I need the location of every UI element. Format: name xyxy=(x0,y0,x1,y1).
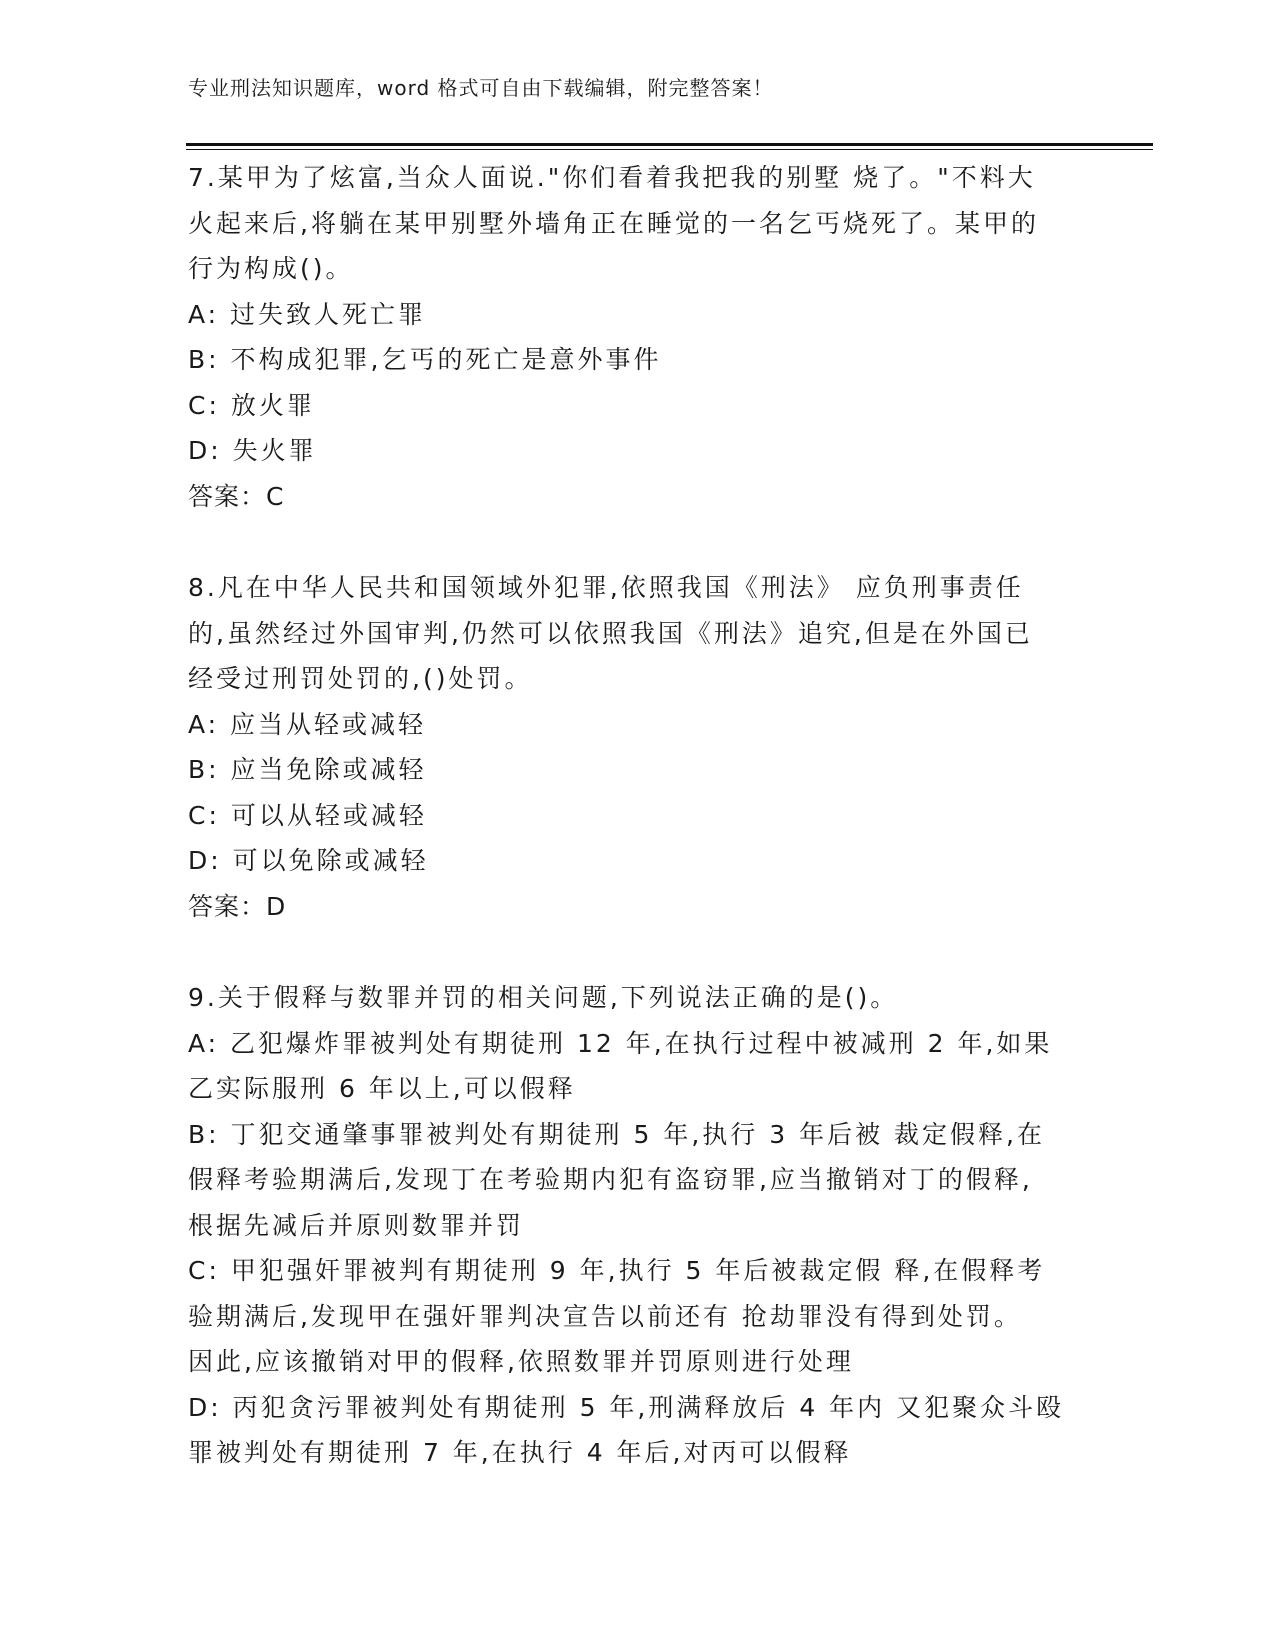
option-a: A: 应当从轻或减轻 xyxy=(188,709,427,739)
question-stem-line: 的,虽然经过外国审判,仍然可以依照我国《刑法》追究,但是在外国已 xyxy=(188,618,1033,648)
option-a: A: 过失致人死亡罪 xyxy=(188,299,427,329)
option-a: A: 乙犯爆炸罪被判处有期徒刑 12 年,在执行过程中被减刑 2 年,如果 xyxy=(188,1028,1053,1058)
option-c: C: 可以从轻或减轻 xyxy=(188,800,427,830)
question-stem-line: 行为构成()。 xyxy=(188,254,354,283)
option-a-continued: 乙实际服刑 6 年以上,可以假释 xyxy=(188,1074,576,1103)
option-c: C: 甲犯强奸罪被判有期徒刑 9 年,执行 5 年后被裁定假 释,在假释考 xyxy=(188,1256,1046,1285)
option-b: B: 不构成犯罪,乞丐的死亡是意外事件 xyxy=(188,345,662,374)
option-c-continued: 验期满后,发现甲在强奸罪判决宣告以前还有 抢劫罪没有得到处罚。 xyxy=(188,1301,1022,1331)
option-d: D: 可以免除或减轻 xyxy=(188,846,429,875)
option-c-continued: 因此,应该撤销对甲的假释,依照数罪并罚原则进行处理 xyxy=(188,1347,854,1376)
header-rule-thin xyxy=(186,149,1153,150)
question-list xyxy=(188,155,1088,1476)
question-8 xyxy=(188,565,1088,929)
header-rule-thick xyxy=(186,143,1153,146)
option-d: D: 丙犯贪污罪被判处有期徒刑 5 年,刑满释放后 4 年内 又犯聚众斗殴 xyxy=(188,1392,1065,1422)
option-b: B: 应当免除或减轻 xyxy=(188,755,427,784)
question-stem-line: 8.凡在中华人民共和国领域外犯罪,依照我国《刑法》 应负刑事责任 xyxy=(188,573,1024,602)
question-stem-line: 7.某甲为了炫富,当众人面说."你们看着我把我的别墅 烧了。"不料大 xyxy=(188,163,1036,192)
option-d: D: 失火罪 xyxy=(188,436,317,465)
option-c: C: 放火罪 xyxy=(188,390,315,420)
option-b-continued: 假释考验期满后,发现丁在考验期内犯有盗窃罪,应当撤销对丁的假释, xyxy=(188,1165,1033,1194)
option-d-continued: 罪被判处有期徒刑 7 年,在执行 4 年后,对丙可以假释 xyxy=(188,1438,852,1467)
question-9 xyxy=(188,975,1088,1476)
question-stem-line: 9.关于假释与数罪并罚的相关问题,下列说法正确的是()。 xyxy=(188,983,899,1012)
answer-line: 答案：C xyxy=(188,481,285,511)
question-stem-line: 经受过刑罚处罚的,()处罚。 xyxy=(188,664,533,693)
question-7 xyxy=(188,155,1088,519)
question-stem-line: 火起来后,将躺在某甲别墅外墙角正在睡觉的一名乞丐烧死了。某甲的 xyxy=(188,208,1039,238)
option-b: B: 丁犯交通肇事罪被判处有期徒刑 5 年,执行 3 年后被 裁定假释,在 xyxy=(188,1119,1045,1149)
answer-line: 答案：D xyxy=(188,891,287,921)
page-header: 专业刑法知识题库，word 格式可自由下载编辑，附完整答案！ xyxy=(188,76,774,100)
option-b-continued: 根据先减后并原则数罪并罚 xyxy=(188,1210,525,1240)
